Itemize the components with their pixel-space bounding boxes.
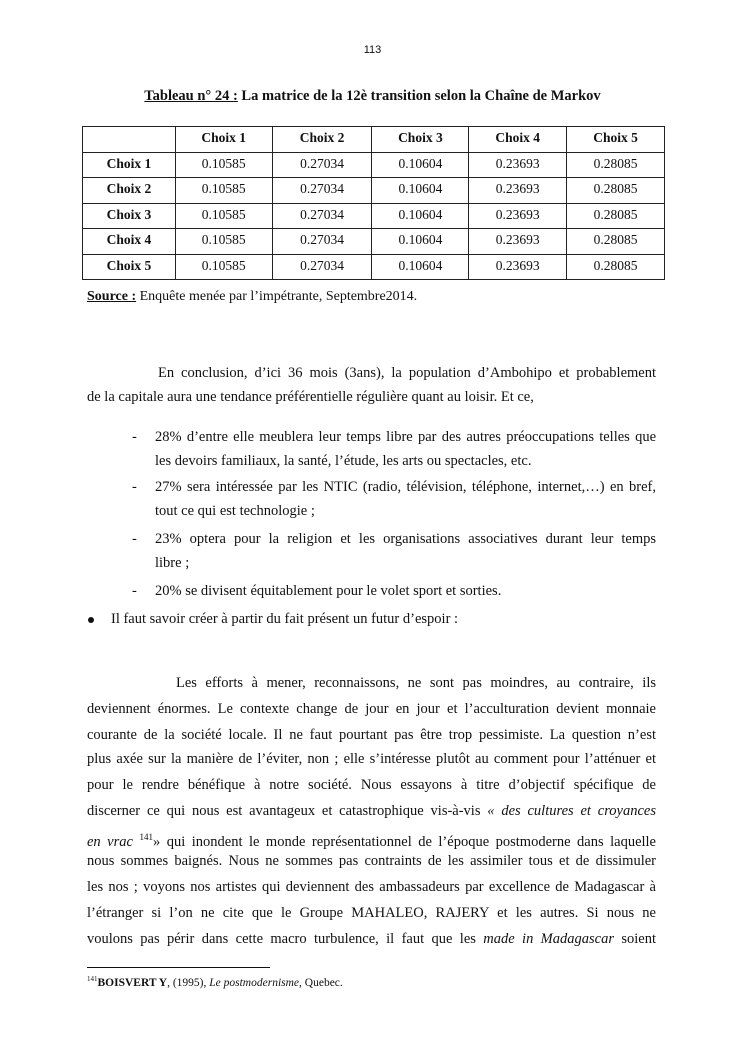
table-cell: 0.10604 bbox=[372, 203, 469, 229]
markov-matrix-table bbox=[82, 126, 665, 280]
table-header-cell: Choix 3 bbox=[372, 127, 469, 153]
table-cell: 0.23693 bbox=[469, 254, 567, 280]
row-header-cell: Choix 1 bbox=[83, 152, 176, 178]
table-header-cell bbox=[83, 127, 176, 153]
table-cell: 0.10604 bbox=[372, 254, 469, 280]
list-item-line: tout ce qui est technologie ; bbox=[155, 503, 315, 519]
footnote bbox=[87, 975, 343, 989]
caption-title: La matrice de la 12è transition selon la Chaîne de Markov bbox=[237, 88, 601, 104]
table-row bbox=[83, 152, 665, 178]
list-item-line: les devoirs familiaux, la santé, l’étude, les arts ou spectacles, etc. bbox=[155, 453, 532, 469]
table-row bbox=[83, 254, 665, 280]
table-cell: 0.28085 bbox=[567, 254, 665, 280]
italic-quote: « des cultures et croyances bbox=[487, 803, 656, 819]
paragraph-line: En conclusion, d’ici 36 mois (3ans), la population d’Ambohipo et probablement bbox=[158, 365, 656, 381]
dash-marker: - bbox=[132, 429, 137, 445]
table-cell: 0.10585 bbox=[175, 229, 272, 255]
table-header-cell: Choix 2 bbox=[272, 127, 372, 153]
footnote-number: 141 bbox=[87, 975, 98, 983]
table-cell: 0.27034 bbox=[272, 229, 372, 255]
row-header-cell: Choix 4 bbox=[83, 229, 176, 255]
table-cell: 0.23693 bbox=[469, 203, 567, 229]
page-number: 113 bbox=[363, 44, 382, 56]
table-row bbox=[83, 203, 665, 229]
paragraph-line: pour le rendre bénéfique à notre société. Nous essayons à titre d’objectif spécifique de bbox=[87, 777, 656, 793]
table-row bbox=[83, 229, 665, 255]
paragraph-line: plus axée sur la manière de l’éviter, non ; elle s’intéresse plutôt au comment pour l’atténuer et bbox=[87, 751, 656, 767]
table-cell: 0.23693 bbox=[469, 229, 567, 255]
table-cell: 0.10585 bbox=[175, 203, 272, 229]
dash-marker: - bbox=[132, 531, 137, 547]
dash-marker: - bbox=[132, 479, 137, 495]
list-item-line: 20% se divisent équitablement pour le volet sport et sorties. bbox=[155, 583, 502, 599]
paragraph-line: de la capitale aura une tendance préférentielle régulière quant au loisir. Et ce, bbox=[87, 389, 534, 405]
table-cell: 0.28085 bbox=[567, 229, 665, 255]
table-cell: 0.27034 bbox=[272, 254, 372, 280]
table-cell: 0.27034 bbox=[272, 203, 372, 229]
list-item-line: 27% sera intéressée par les NTIC (radio, télévision, téléphone, internet,…) en bref, bbox=[155, 479, 656, 495]
table-header-row bbox=[83, 127, 665, 153]
footnote-divider bbox=[87, 967, 270, 968]
bullet-icon bbox=[88, 617, 94, 623]
paragraph-line: courante de la société locale. Il ne faut pourtant pas être trop pessimiste. La question n’est bbox=[87, 727, 656, 743]
paragraph-line: Les efforts à mener, reconnaissons, ne sont pas moindres, au contraire, ils bbox=[176, 675, 656, 691]
table-source bbox=[87, 289, 417, 305]
table-header-cell: Choix 5 bbox=[567, 127, 665, 153]
table-cell: 0.10585 bbox=[175, 152, 272, 178]
italic-text: made in Madagascar bbox=[483, 931, 614, 947]
table-cell: 0.23693 bbox=[469, 178, 567, 204]
table-cell: 0.28085 bbox=[567, 152, 665, 178]
footnote-author: BOISVERT Y bbox=[97, 976, 168, 989]
row-header-cell: Choix 3 bbox=[83, 203, 176, 229]
table-cell: 0.10604 bbox=[372, 229, 469, 255]
table-header-cell: Choix 4 bbox=[469, 127, 567, 153]
paragraph-line: nous sommes baignés. Nous ne sommes pas contraints de les assimiler tous et de dissimuler bbox=[87, 853, 656, 869]
source-text: Enquête menée par l’impétrante, Septembre2014. bbox=[136, 289, 418, 304]
footnote-year: , (1995), bbox=[167, 976, 210, 989]
table-cell: 0.27034 bbox=[272, 152, 372, 178]
text-segment: discerner ce qui nous est avantageux et catastrophique vis-à-vis bbox=[87, 803, 488, 819]
paragraph-line bbox=[87, 828, 656, 851]
text-segment: voulons pas périr dans cette macro turbulence, il faut que les bbox=[87, 931, 484, 947]
table-cell: 0.28085 bbox=[567, 203, 665, 229]
footnote-ref[interactable]: 141 bbox=[139, 832, 153, 842]
italic-text: en vrac bbox=[87, 833, 133, 850]
paragraph-line: les nos ; voyons nos artistes qui deviennent des ambassadeurs par excellence de Madagascar à bbox=[87, 879, 656, 895]
table-cell: 0.23693 bbox=[469, 152, 567, 178]
row-header-cell: Choix 5 bbox=[83, 254, 176, 280]
bullet-item: Il faut savoir créer à partir du fait présent un futur d’espoir : bbox=[111, 611, 459, 627]
table-cell: 0.10604 bbox=[372, 178, 469, 204]
footnote-place: , Quebec. bbox=[299, 976, 343, 989]
table-cell: 0.10604 bbox=[372, 152, 469, 178]
footnote-title: Le postmodernisme bbox=[209, 976, 300, 989]
paragraph-line bbox=[87, 930, 656, 948]
paragraph-line: l’étranger si l’on ne cite que le Groupe MAHALEO, RAJERY et les autres. Si nous ne bbox=[87, 905, 656, 921]
table-header-cell: Choix 1 bbox=[175, 127, 272, 153]
list-item-line: libre ; bbox=[155, 555, 190, 571]
text-segment: » qui inondent le monde représentationnel de l’époque postmoderne dans laquelle bbox=[152, 833, 656, 850]
table-cell: 0.28085 bbox=[567, 178, 665, 204]
paragraph-line bbox=[87, 802, 656, 820]
source-label: Source : bbox=[87, 289, 137, 304]
table-cell: 0.10585 bbox=[175, 178, 272, 204]
list-item-line: 23% optera pour la religion et les organisations associatives durant leur temps bbox=[155, 531, 656, 547]
paragraph-line: deviennent énormes. Le contexte change de jour en jour et l’acculturation devient monnaie bbox=[87, 701, 656, 717]
table-caption bbox=[0, 88, 745, 105]
caption-label: Tableau n° 24 : bbox=[144, 88, 238, 104]
table-cell: 0.10585 bbox=[175, 254, 272, 280]
table-cell: 0.27034 bbox=[272, 178, 372, 204]
row-header-cell: Choix 2 bbox=[83, 178, 176, 204]
list-item-line: 28% d’entre elle meublera leur temps libre par des autres préoccupations telles que bbox=[155, 429, 656, 445]
table-row bbox=[83, 178, 665, 204]
dash-marker: - bbox=[132, 583, 137, 599]
text-segment: soient bbox=[613, 931, 656, 947]
